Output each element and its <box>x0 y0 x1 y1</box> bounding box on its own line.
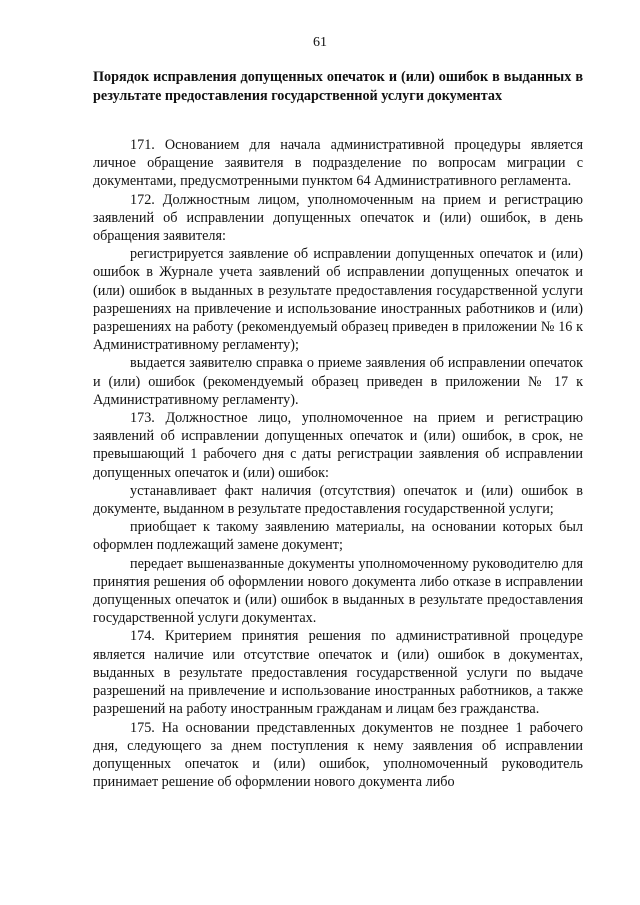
page-number: 61 <box>313 35 327 50</box>
paragraph-175: 175. На основании представленных документов не позднее 1 рабочего дня, следующего за днем поступления к нему заявления об исправлении допущенных опечаток и (или) ошибок, уполномоченный руководитель принимает решение об оформлении нового документа либо <box>93 719 583 791</box>
paragraph-173-item-attach: приобщает к такому заявлению материалы, на основании которых был оформлен подлежащий замене документ; <box>93 519 583 554</box>
paragraph-172: 172. Должностным лицом, уполномоченным на прием и регистрацию заявлений об исправлении допущенных опечаток и (или) ошибок, в день обращения заявителя: <box>93 191 583 245</box>
paragraph-173: 173. Должностное лицо, уполномоченное на прием и регистрацию заявлений об исправлении допущенных опечаток и (или) ошибок, в срок, не превышающий 1 рабочего дня с даты регистрации заявления об исправлении допущенных опечаток и (или) ошибок: <box>93 410 583 481</box>
paragraph-174: 174. Критерием принятия решения по административной процедуре является наличие или отсутствие опечаток и (или) ошибок в документах, выданных в результате предоставления государственной услуги по выдаче разрешений на привлечение и использование иностранных работников, а также разрешений на работу иностранным гражданам и лицам без гражданства. <box>93 628 583 718</box>
document-body <box>93 136 583 791</box>
paragraph-172-item-register: регистрируется заявление об исправлении допущенных опечаток и (или) ошибок в Журнале учета заявлений об исправлении допущенных опечаток и (или) ошибок в выданных в результате предоставления государственной услуги разрешениях на привлечение и использование иностранных работников и (или) разрешениях на работу (рекомендуемый образец приведен в приложении № 16 к Административному регламенту); <box>93 246 583 354</box>
paragraph-173-item-transfer: передает вышеназванные документы уполномоченному руководителю для принятия решения об оформлении нового документа либо отказе в исправлении допущенных опечаток и (или) ошибок в выданных в результате предоставления государственной услуги документах. <box>93 555 583 627</box>
paragraph-172-item-receipt: выдается заявителю справка о приеме заявления об исправлении опечаток и (или) ошибок (рекомендуемый образец приведен в приложении № 17 к Административному регламенту). <box>93 355 583 408</box>
paragraph-171: 171. Основанием для начала административной процедуры является личное обращение заявителя в подразделение по вопросам миграции с документами, предусмотренными пунктом 64 Административного регламента. <box>93 137 583 190</box>
section-heading: Порядок исправления допущенных опечаток и (или) ошибок в выданных в результате предоставления государственной услуги документах <box>93 69 583 105</box>
paragraph-173-item-establish: устанавливает факт наличия (отсутствия) опечаток и (или) ошибок в документе, выданном в результате предоставления государственной услуги; <box>93 482 583 518</box>
